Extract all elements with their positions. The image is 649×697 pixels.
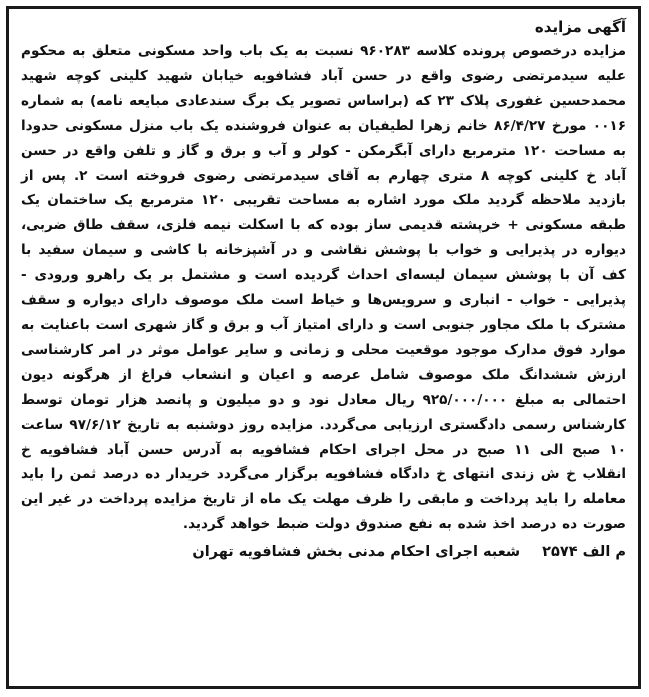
notice-frame — [6, 6, 641, 689]
notice-reference-code: م الف ۲۵۷۴ — [542, 544, 626, 561]
notice-footer — [21, 541, 626, 563]
notice-title: آگهی مزایده — [534, 18, 626, 36]
issuing-office: شعبه اجرای احکام مدنی بخش فشافویه تهران — [192, 544, 521, 561]
notice-body: مزایده درخصوص پرونده کلاسه ۹۶۰۲۸۳ نسبت به یک باب واحد مسکونی متعلق به محکوم علیه سیدمرتضی رضوی واقع در حسن آباد فشافویه خیابان شهید کلینی کوچه شهید محمدحسین غفوری پلاک ۲۳ که (براساس تصویر یک برگ سندعادی مبایعه نامه) به شماره ۰۰۱۶ مورخ ۸۶/۴/۲۷ خانم زهرا لطیفیان به عنوان فروشنده یک باب منزل مسکونی حدودا به مساحت ۱۲۰ مترمربع دارای آبگرمکن - کولر و آب و برق و گاز و تلفن واقع در حسن آباد خ کلینی کوچه ۸ متری چهارم به آقای سیدمرتضی رضوی فروخته است ۲. پس از بازدید ملاحظه گردید ملک مورد اشاره به مساحت تقریبی ۱۲۰ مترمربع یک ساختمان یک طبقه مسکونی + خرپشته قدیمی ساز بوده که با اسکلت نیمه فلزی، سقف طاق ضربی، دیواره در پذیرایی و خواب با پوشش نقاشی و در آشپزخانه با کاشی و سیمان سفید با کف آن با پوشش سیمان لیسه‌ای احداث گردیده است و مشتمل بر یک راهرو ورودی - پذیرایی - خواب - انباری و سرویس‌ها و خیاط است ملک موصوف دارای دیواره و سقف مشترک با ملک مجاور جنوبی است و دارای امتیاز آب و برق و گاز شهری است باعنایت به موارد فوق مدارک موجود موقعیت محلی و زمانی و سایر عوامل موثر در امر کارشناسی ارزش ششدانگ ملک موصوف شامل عرصه و اعیان و انشعاب فراغ از هرگونه دیون احتمالی به مبلغ ۹۲۵/۰۰۰/۰۰۰ ریال معادل نود و دو میلیون و پانصد هزار تومان توسط کارشناس رسمی دادگستری ارزیابی می‌گردد. مزایده روز دوشنبه به تاریخ ۹۷/۶/۱۲ ساعت ۱۰ صبح الی ۱۱ صبح در محل اجرای احکام فشافویه به آدرس حسن آباد فشافویه خ انقلاب خ ش زندی انتهای خ دادگاه فشافویه برگزار می‌گردد خریدار ده درصد ثمن را باید معامله را باید پرداخت و مابقی را ظرف مهلت یک ماه از تاریخ مزایده پرداخت در غیر این صورت ده درصد اخذ شده به نفع صندوق دولت ضبط خواهد گردید. — [21, 43, 627, 533]
